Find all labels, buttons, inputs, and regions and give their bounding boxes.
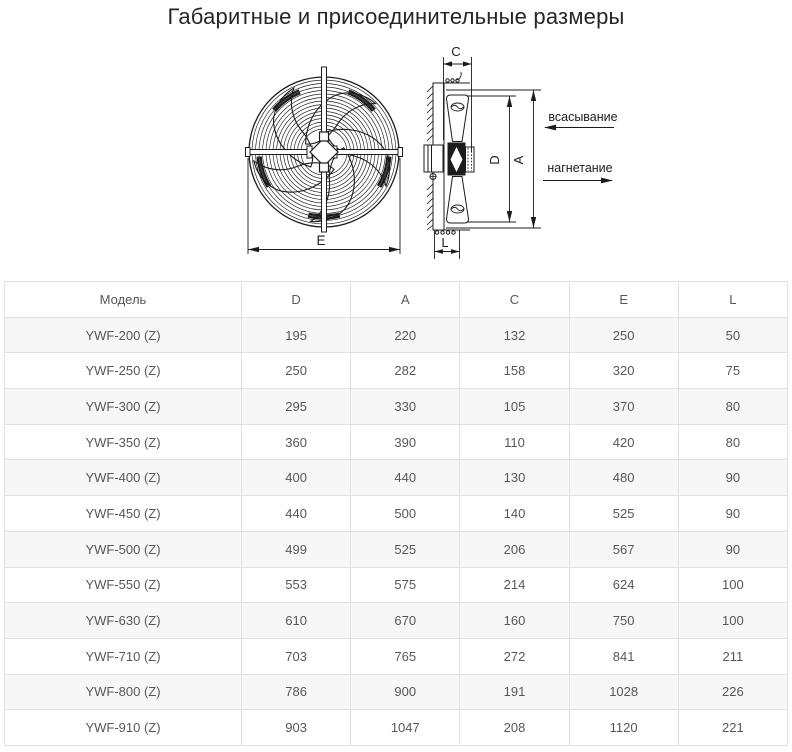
hub-diamond: [310, 132, 338, 172]
model-cell: YWF-450 (Z): [5, 496, 242, 532]
table-row: [5, 567, 788, 603]
model-cell: YWF-200 (Z): [5, 317, 242, 353]
dimension-cell: 282: [351, 353, 460, 389]
model-cell: YWF-550 (Z): [5, 567, 242, 603]
dimension-cell: 191: [460, 674, 569, 710]
dim-label-e: E: [316, 233, 326, 248]
table-row: [5, 531, 788, 567]
dim-label-a: A: [511, 155, 526, 165]
dimension-cell: 211: [678, 638, 787, 674]
table-row: [5, 496, 788, 532]
dimension-cell: 160: [460, 603, 569, 639]
model-cell: YWF-910 (Z): [5, 710, 242, 746]
dimension-cell: 624: [569, 567, 678, 603]
dimension-cell: 50: [678, 317, 787, 353]
column-header-l: L: [678, 282, 787, 318]
model-cell: YWF-800 (Z): [5, 674, 242, 710]
dimension-cell: 440: [242, 496, 351, 532]
suction-arrow: [544, 125, 614, 131]
dimension-cell: 841: [569, 638, 678, 674]
dimensions-table: [4, 281, 788, 746]
dimension-cell: 480: [569, 460, 678, 496]
dimension-cell: 575: [351, 567, 460, 603]
dimension-cell: 400: [242, 460, 351, 496]
table-row: [5, 424, 788, 460]
dimension-cell: 440: [351, 460, 460, 496]
fan-dimension-diagram: [0, 38, 792, 280]
dimension-cell: 214: [460, 567, 569, 603]
dimension-cell: 1028: [569, 674, 678, 710]
dimension-cell: 360: [242, 424, 351, 460]
table-row: [5, 353, 788, 389]
dimension-cell: 140: [460, 496, 569, 532]
fan-diagram-svg: [0, 38, 792, 280]
dimension-cell: 220: [351, 317, 460, 353]
discharge-arrow: [543, 178, 613, 184]
dimension-cell: 903: [242, 710, 351, 746]
side-hub: [448, 143, 474, 175]
dim-label-c: C: [451, 44, 461, 59]
dimension-cell: 500: [351, 496, 460, 532]
dimension-cell: 226: [678, 674, 787, 710]
dimension-cell: 610: [242, 603, 351, 639]
model-cell: YWF-350 (Z): [5, 424, 242, 460]
dimension-cell: 330: [351, 389, 460, 425]
dimension-cell: 567: [569, 531, 678, 567]
table-row: [5, 710, 788, 746]
dim-label-l: L: [441, 236, 449, 250]
table-body: [5, 317, 788, 745]
dimension-cell: 525: [351, 531, 460, 567]
column-header-e: E: [569, 282, 678, 318]
dimension-cell: 105: [460, 389, 569, 425]
dimension-cell: 703: [242, 638, 351, 674]
dimension-cell: 370: [569, 389, 678, 425]
dimension-cell: 786: [242, 674, 351, 710]
suction-label: всасывание: [548, 110, 618, 124]
model-cell: YWF-630 (Z): [5, 603, 242, 639]
dimension-cell: 195: [242, 317, 351, 353]
dimension-cell: 110: [460, 424, 569, 460]
dimension-cell: 553: [242, 567, 351, 603]
dimension-cell: 75: [678, 353, 787, 389]
dimension-cell: 80: [678, 389, 787, 425]
column-header-d: D: [242, 282, 351, 318]
model-cell: YWF-400 (Z): [5, 460, 242, 496]
dimension-cell: 90: [678, 460, 787, 496]
dimension-cell: 295: [242, 389, 351, 425]
dimension-cell: 80: [678, 424, 787, 460]
column-header-c: C: [460, 282, 569, 318]
dimension-cell: 130: [460, 460, 569, 496]
dimension-cell: 158: [460, 353, 569, 389]
front-view: [246, 67, 403, 254]
column-header-a: A: [351, 282, 460, 318]
dimension-cell: 1047: [351, 710, 460, 746]
table-row: [5, 317, 788, 353]
dimension-cell: 670: [351, 603, 460, 639]
dimension-cell: 525: [569, 496, 678, 532]
dimension-cell: 499: [242, 531, 351, 567]
dim-label-d: D: [487, 155, 502, 165]
dimension-cell: 90: [678, 496, 787, 532]
table-row: [5, 389, 788, 425]
column-header-model: Модель: [5, 282, 242, 318]
table-row: [5, 674, 788, 710]
table-row: [5, 460, 788, 496]
dimension-cell: 250: [569, 317, 678, 353]
model-cell: YWF-300 (Z): [5, 389, 242, 425]
dimension-cell: 1120: [569, 710, 678, 746]
dimension-cell: 206: [460, 531, 569, 567]
dimension-cell: 420: [569, 424, 678, 460]
dimension-cell: 750: [569, 603, 678, 639]
dimension-cell: 208: [460, 710, 569, 746]
dimension-cell: 765: [351, 638, 460, 674]
discharge-label: нагнетание: [547, 161, 613, 175]
model-cell: YWF-250 (Z): [5, 353, 242, 389]
model-cell: YWF-500 (Z): [5, 531, 242, 567]
dimension-cell: 390: [351, 424, 460, 460]
dimension-cell: 250: [242, 353, 351, 389]
dimension-cell: 132: [460, 317, 569, 353]
table-header: [5, 282, 788, 318]
dimension-cell: 100: [678, 603, 787, 639]
dimension-cell: 90: [678, 531, 787, 567]
dimension-cell: 221: [678, 710, 787, 746]
dimension-cell: 320: [569, 353, 678, 389]
table-row: [5, 638, 788, 674]
table-row: [5, 603, 788, 639]
dimension-cell: 100: [678, 567, 787, 603]
dimension-cell: 900: [351, 674, 460, 710]
header-row: [5, 282, 788, 318]
dimension-cell: 272: [460, 638, 569, 674]
model-cell: YWF-710 (Z): [5, 638, 242, 674]
page-title: Габаритные и присоединительные размеры: [167, 4, 625, 29]
